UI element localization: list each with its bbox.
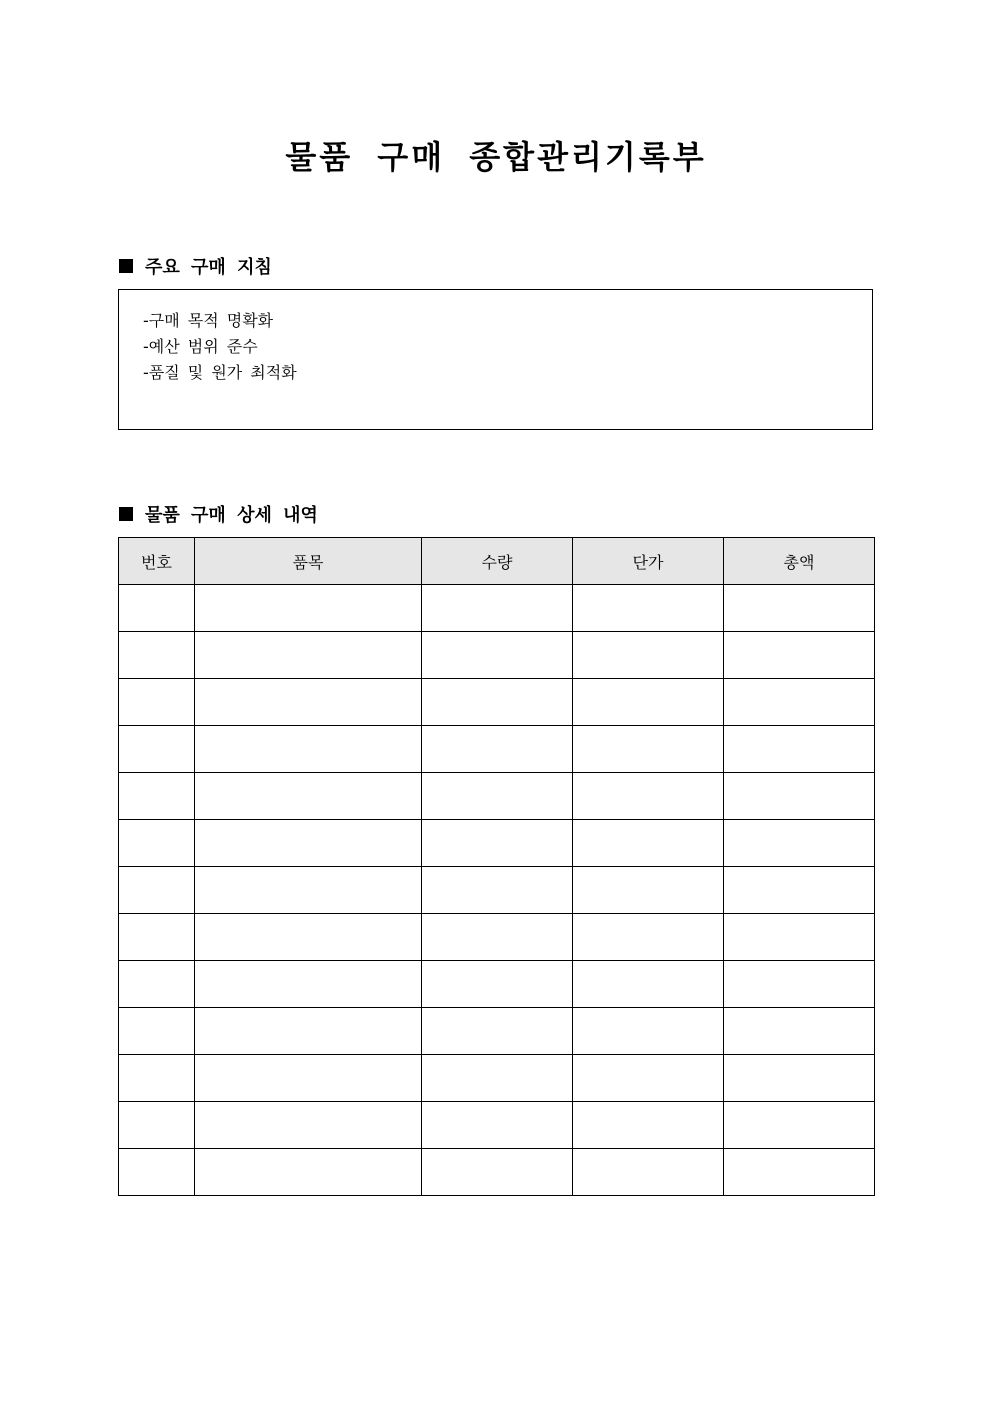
quantity-cell[interactable] (422, 585, 573, 632)
total-cell[interactable] (724, 773, 875, 820)
quantity-cell[interactable] (422, 820, 573, 867)
quantity-cell[interactable] (422, 914, 573, 961)
table-row (119, 1008, 875, 1055)
item-cell[interactable] (195, 632, 422, 679)
quantity-cell[interactable] (422, 1008, 573, 1055)
number-cell[interactable] (119, 914, 195, 961)
item-cell[interactable] (195, 1102, 422, 1149)
number-cell[interactable] (119, 585, 195, 632)
number-cell[interactable] (119, 773, 195, 820)
quantity-cell[interactable] (422, 961, 573, 1008)
item-cell[interactable] (195, 1008, 422, 1055)
number-cell[interactable] (119, 820, 195, 867)
item-cell[interactable] (195, 961, 422, 1008)
guidelines-box (118, 289, 873, 430)
unit-price-cell[interactable] (573, 773, 724, 820)
total-cell[interactable] (724, 867, 875, 914)
number-cell[interactable] (119, 726, 195, 773)
unit-price-cell[interactable] (573, 820, 724, 867)
item-cell[interactable] (195, 773, 422, 820)
unit-price-cell[interactable] (573, 914, 724, 961)
quantity-cell[interactable] (422, 1102, 573, 1149)
number-cell[interactable] (119, 1149, 195, 1196)
table-row (119, 726, 875, 773)
quantity-cell[interactable] (422, 632, 573, 679)
quantity-cell[interactable] (422, 726, 573, 773)
column-header-item: 품목 (195, 538, 422, 585)
table-row (119, 820, 875, 867)
table-row (119, 961, 875, 1008)
total-cell[interactable] (724, 632, 875, 679)
guideline-item: -구매 목적 명확화 (143, 311, 274, 330)
unit-price-cell[interactable] (573, 867, 724, 914)
total-cell[interactable] (724, 679, 875, 726)
guideline-item: -품질 및 원가 최적화 (143, 363, 297, 382)
total-cell[interactable] (724, 961, 875, 1008)
total-cell[interactable] (724, 1102, 875, 1149)
guideline-item: -예산 범위 준수 (143, 337, 258, 356)
quantity-cell[interactable] (422, 679, 573, 726)
number-cell[interactable] (119, 961, 195, 1008)
column-header-total: 총액 (724, 538, 875, 585)
unit-price-cell[interactable] (573, 1149, 724, 1196)
column-header-quantity: 수량 (422, 538, 573, 585)
number-cell[interactable] (119, 632, 195, 679)
number-cell[interactable] (119, 1102, 195, 1149)
table-body (119, 585, 875, 1196)
item-cell[interactable] (195, 1149, 422, 1196)
quantity-cell[interactable] (422, 867, 573, 914)
quantity-cell[interactable] (422, 1149, 573, 1196)
quantity-cell[interactable] (422, 1055, 573, 1102)
unit-price-cell[interactable] (573, 585, 724, 632)
item-cell[interactable] (195, 867, 422, 914)
item-cell[interactable] (195, 914, 422, 961)
table-row (119, 679, 875, 726)
table-row (119, 632, 875, 679)
table-row (119, 867, 875, 914)
item-cell[interactable] (195, 820, 422, 867)
table-row (119, 914, 875, 961)
number-cell[interactable] (119, 679, 195, 726)
unit-price-cell[interactable] (573, 679, 724, 726)
item-cell[interactable] (195, 726, 422, 773)
total-cell[interactable] (724, 820, 875, 867)
table-row (119, 1102, 875, 1149)
unit-price-cell[interactable] (573, 961, 724, 1008)
table-row (119, 1149, 875, 1196)
unit-price-cell[interactable] (573, 1102, 724, 1149)
total-cell[interactable] (724, 1008, 875, 1055)
total-cell[interactable] (724, 914, 875, 961)
unit-price-cell[interactable] (573, 632, 724, 679)
details-heading (119, 501, 318, 527)
guidelines-heading-text: 주요 구매 지침 (145, 257, 272, 278)
table-row (119, 1055, 875, 1102)
document-title: 물품 구매 종합관리기록부 (285, 138, 707, 176)
item-cell[interactable] (195, 1055, 422, 1102)
item-cell[interactable] (195, 585, 422, 632)
column-header-unit-price: 단가 (573, 538, 724, 585)
unit-price-cell[interactable] (573, 1055, 724, 1102)
unit-price-cell[interactable] (573, 1008, 724, 1055)
guidelines-heading (119, 253, 272, 279)
item-cell[interactable] (195, 679, 422, 726)
number-cell[interactable] (119, 867, 195, 914)
number-cell[interactable] (119, 1008, 195, 1055)
purchase-detail-table (118, 537, 875, 1196)
column-header-number: 번호 (119, 538, 195, 585)
details-heading-text: 물품 구매 상세 내역 (145, 505, 318, 526)
square-bullet-icon (119, 259, 133, 273)
table-header-row (119, 538, 875, 585)
quantity-cell[interactable] (422, 773, 573, 820)
total-cell[interactable] (724, 726, 875, 773)
number-cell[interactable] (119, 1055, 195, 1102)
total-cell[interactable] (724, 1149, 875, 1196)
unit-price-cell[interactable] (573, 726, 724, 773)
square-bullet-icon (119, 507, 133, 521)
total-cell[interactable] (724, 1055, 875, 1102)
table-row (119, 585, 875, 632)
table-row (119, 773, 875, 820)
total-cell[interactable] (724, 585, 875, 632)
